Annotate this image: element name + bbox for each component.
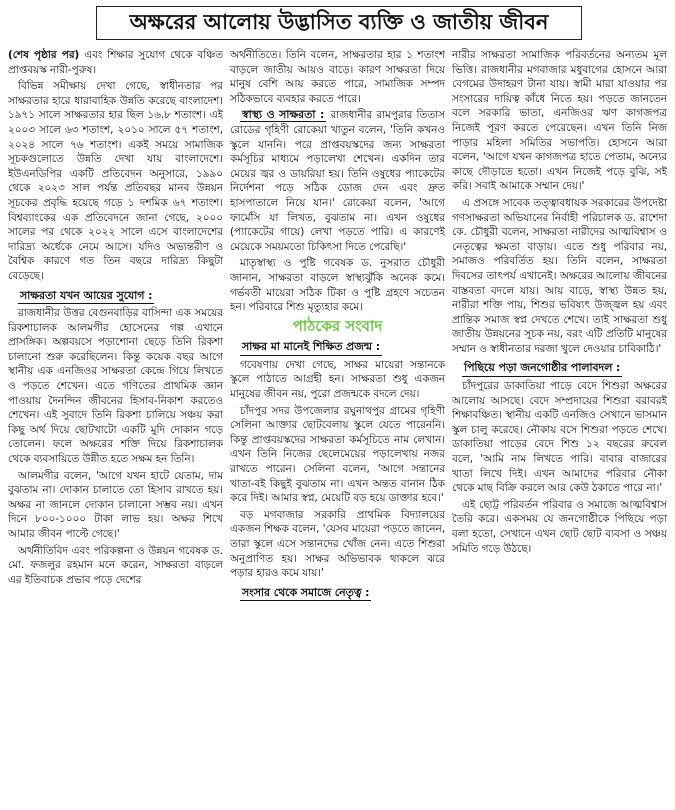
column-2 xyxy=(230,48,445,806)
subheading: স্বাস্থ্য ও সাক্ষরতা : xyxy=(242,108,325,122)
paragraph: বিভিন্ন সমীক্ষায় দেখা গেছে, স্বাধীনতার পর সাক্ষরতার হারে ধারাবাহিক উন্নতি করেছে বাংলাদেশ। ১৯৭১ সালে সাক্ষরতার হার ছিল ১৬.৮ শতাংশ। এই ২০০৩ সালে ৬৩ শতাংশ, ২০১০ সালে ৫৭ শতাংশ, ২০২৪ সালে ৭৬ শতাংশ। একই সময়ে সামাজিক সূচকগুলোতে উন্নতি দেখা যায় বাংলাদেশে। ইউএনডিপির একটি প্রতিবেদন অনুসারে, ১৯৯০ থেকে ২০২৩ সাল পর্যন্ত প্রতিবছর মানব উন্নয়ন সূচকের প্রবৃদ্ধি হয়েছে গড়ে ১ দশমিক ৬৭ শতাংশ। বিশ্বব্যাংকের এক প্রতিবেদনে জানা গেছে, ২০০০ সালের পর থেকে ২০২২ সালে এসে বাংলাদেশের দারিদ্র্য অর্ধেকে নেমে আসে। যদিও অভ্যন্তরীণ ও বৈশ্বিক কারণে গত তিন বছরে দারিদ্র্য কিছুটা বেড়েছে। xyxy=(8,80,223,282)
article-headline: অক্ষরের আলোয় উদ্ভাসিত ব্যক্তি ও জাতীয় জীবন xyxy=(96,6,582,40)
paragraph-text: রাজধানীর রামপুরার তিতাস রোডের গৃহিণী রোকেয়া খাতুন বলেন, 'তিনি কখনও স্কুলে যাননি। পরে প্রাপ্তবয়স্কদের জন্য সাক্ষরতা কর্মসূচির মাধ্যমে পড়ালেখা শেখেন। একদিন তার মেয়ের জ্বর ও ডায়রিয়া হয়। তিনি ওষুধের প্যাকেটের নির্দেশনা পড়ে সঠিক ডোজ দেন এবং দ্রুত হাসপাতালে নিয়ে যান।' রোকেয়া বলেন, 'আগে ফার্মেসি যা লিখত, বুঝতাম না। এখন ওষুধের (প্যাকেটের গায়ে) লেখা পড়তে পারি। এ কারণেই মেয়েকে সময়মতো চিকিৎসা দিতে পেরেছি।' xyxy=(230,109,445,253)
watermark-banner: পাঠকের সংবাদ xyxy=(292,316,383,335)
paragraph: অর্থনীতিবিদ এবং পরিকল্পনা ও উন্নয়ন গবেষক ড. মো. ফজলুর রহমান মনে করেন, সাক্ষরতা বাড়লে এর ইতিবাচক প্রভাব পড়ে দেশের xyxy=(8,544,223,586)
paragraph: চাঁদপুর সদর উপজেলার রঘুনাথপুর গ্রামের গৃহিণী সেলিনা আক্তার ছোটবেলায় স্কুলে যেতে পারেননি। কিন্তু প্রাপ্তবয়স্কদের সাক্ষরতা কর্মসূচিতে নাম লেখান। এখন তিনি নিজের ছেলেমেয়ের পড়ালেখায় নজর রাখতে পারেন। সেলিনা বলেন, 'আগে সন্তানের খাতা-বই কিছুই বুঝতাম না। এখন অন্তত বানান ঠিক করে দিই। আমার স্বপ্ন, মেয়েটি বড় হয়ে ডাক্তার হবে।' xyxy=(230,404,445,505)
paragraph: চাঁদপুরের ডাকাতিয়া পাড়ে বেদে শিশুরা অক্ষরের আলোয় আসছে। বেদে সম্প্রদায়ের শিশুরা বরাবরই শিক্ষাবঞ্চিত। স্থানীয় একটি এনজিও সেখানে ভাসমান স্কুল চালু করেছে। নৌকায় বসে শিশুরা পড়তে শেখে। ডাকাতিয়া পাড়ের বেদে শিশু ১২ বছরের রুবেল বলে, 'আমি নাম লিখতে পারি। বাবার বাজারের খাতা লিখে দিই। এখন আমাদের পরিবার নৌকা থেকে মাছ বিক্রি করলে আর কেউ ঠকাতে পারে না।' xyxy=(452,380,667,495)
column-3 xyxy=(452,48,667,806)
paragraph xyxy=(230,108,445,254)
article-columns xyxy=(8,48,667,806)
subheading: সাক্ষর মা মানেই শিক্ষিত প্রজন্ম : xyxy=(240,340,382,356)
paragraph-text: এবং শিক্ষার সুযোগ থেকে বঞ্চিত প্রাপ্তবয়স্ক নারী-পুরুষ। xyxy=(8,49,223,76)
paragraph: এই ছোট্ট পরিবর্তন পরিবার ও সমাজে আত্মবিশ্বাস তৈরি করে। একসময় যে জনগোষ্ঠীকে পিছিয়ে পড়া বলা হতো, সেখানে এখন ছোট ছোট ব্যবসা ও সঞ্চয় সমিতি গড়ে উঠছে। xyxy=(452,498,667,555)
paragraph: গবেষণায় দেখা গেছে, সাক্ষর মায়েরা সন্তানকে স্কুলে পাঠাতে আগ্রহী হন। সাক্ষরতা শুধু একজন মানুষের জীবন নয়, পুরো প্রজন্মকে বদলে দেয়। xyxy=(230,358,445,401)
paragraph: রাজধানীর উত্তর বেগুনবাড়ির বাসিন্দা এক সময়ের রিকশাচালক আলমগীর হোসেনের গল্প এখানে প্রাসঙ্গিক। অল্পবয়সে পড়াশোনা ছেড়ে তিনি রিকশা চালানো শুরু করেছিলেন। কিন্তু কয়েক বছর আগে স্থানীয় এক এনজিওর সাক্ষরতা কেন্দ্রে গিয়ে লিখতে ও পড়তে শেখেন। এতে গণিতের প্রাথমিক জ্ঞান পাওয়ায় দৈনন্দিন জীবনের হিসাব-নিকাশ করতেও শেখেন। এই সুবাদে তিনি রিকশা চালিয়ে সঞ্চয় করা কিছু অর্থ দিয়ে ছোটখাটো একটি মুদি দোকান গড়ে তোলেন। ফলে অক্ষরের শক্তি দিয়ে রিকশাচালক থেকে ব্যবসায়িতে উন্নীত হতে সক্ষম হন তিনি। xyxy=(8,307,223,466)
subheading: সংসার থেকে সমাজে নেতৃত্ব : xyxy=(240,586,371,602)
continuation-label: (শেষ পৃষ্ঠার পর) xyxy=(8,49,80,61)
paragraph: অর্থনীতিতে। তিনি বলেন, সাক্ষরতার হার ১ শতাংশ বাড়লে জাতীয় আয়ও বাড়ে। কারণ সাক্ষরতা দিয়ে মানুষ বেশি আয় করতে পারে, সামাজিক সম্পদ সঠিকভাবে ব্যবহার করতে পারে। xyxy=(230,49,445,105)
paragraph: আলমগীর বলেন, 'আগে যখন হাটে যেতাম, দাম বুঝতাম না। দোকান চালাতে তো হিসাব রাখতে হয়। অক্ষর না জানলে দোকান চালানো সম্ভব নয়। এখন দিনে ৮০০-১০০০ টাকা লাভ হয়। অক্ষর শিখে আমার জীবন পাল্টে গেছে।' xyxy=(8,469,223,540)
column-1 xyxy=(8,48,223,806)
paragraph: বড় মগবাজার সরকারি প্রাথমিক বিদ্যালয়ের একজন শিক্ষক বলেন, 'যেসব মায়েরা পড়তে জানেন, তারা স্কুলে এসে সন্তানদের খোঁজ নেন। এতে শিশুরা অনুপ্রাণিত হয়। সাক্ষর অভিভাবক থাকলে ঝরে পড়ার হারও কমে যায়।' xyxy=(230,508,445,580)
paragraph: এ প্রসঙ্গে সাবেক তত্ত্বাবধায়ক সরকারের উপদেষ্টা গণসাক্ষরতা অভিযানের নির্বাহী পরিচালক ড. রাশেদা কে. চৌধুরী বলেন, সাক্ষরতা নারীদের আত্মবিশ্বাস ও নেতৃত্বের ক্ষমতা বাড়ায়। এতে শুধু পরিবার নয়, সমাজও পরিবর্তিত হয়। তিনি বলেন, সাক্ষরতা দিবসের তাৎপর্য এখানেই। অক্ষরের আলোয় জীবনের বাস্তবতা বদলে যায়। আয় বাড়ে, স্বাস্থ্য উন্নত হয়, নারীরা শক্তি পায়, শিশুর ভবিষ্যৎ উজ্জ্বল হয় এবং প্রান্তিক সমাজ স্বপ্ন দেখতে শেখে। তাই সাক্ষরতা শুধু জাতীয় উন্নয়নের সূচক নয়, বরং এটি প্রতিটি মানুষের সম্মান ও স্বাধীনতার দরজা খুলে দেওয়ার চাবিকাঠি।' xyxy=(452,196,667,355)
subheading: সাক্ষরতা যখন আয়ের সুযোগ : xyxy=(18,289,154,305)
paragraph: নারীর সাক্ষরতা সামাজিক পরিবর্তনের অন্যতম মূল ভিত্তি। রাজধানীর মগবাজার মধুবাগের হোসনে আরা বেগমের উদাহরণ টানা যায়। স্বামী মারা যাওয়ার পর সংসারের দায়িত্ব কাঁধে নিতে হয়। পড়তে জানতেন বলে সরকারি ভাতা, এনজিওর ঋণ কাগজপত্র নিজেই পূরণ করতে পেরেছেন। এখন তিনি নিজ পাড়ার মহিলা সমিতির সভাপতি। হোসনে আরা বলেন, 'আগে যখন কাগজপত্র হাতে পেতাম, অন্যের কাছে দৌড়াতে হতো। এখন নিজেই পড়ে বুঝি, সই করি। সবাই আমাকে সম্মান দেয়।' xyxy=(452,49,667,193)
paragraph xyxy=(8,48,223,77)
subheading: পিছিয়ে পড়া জনগোষ্ঠীর পালাবদল : xyxy=(462,361,622,377)
paragraph: মাতৃস্বাস্থ্য ও পুষ্টি গবেষক ড. নুসরাত চৌধুরী জানান, সাক্ষরতা বাড়লে স্বাস্থ্যঝুঁকি অনেক কমে। গর্ভবতী মায়েরা সঠিক টিকা ও পুষ্টি গ্রহণে সচেতন হন। পরিবারে শিশু মৃত্যুহার কমে। xyxy=(230,257,445,314)
